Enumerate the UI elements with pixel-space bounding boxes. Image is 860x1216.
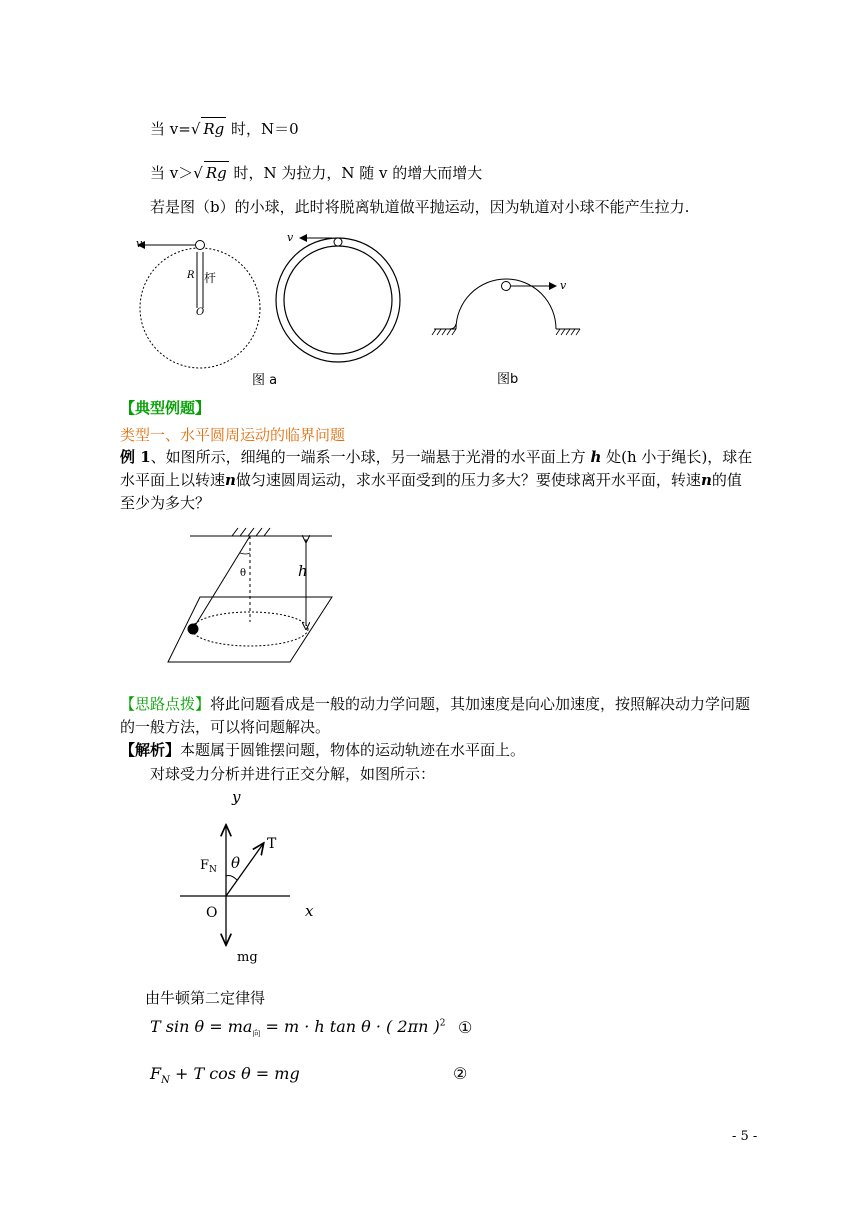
eq2-subscript: N	[161, 1075, 170, 1087]
fn-subscript: N	[209, 865, 217, 875]
line1-prefix: 当 v=	[150, 120, 191, 138]
equation-2-number: ②	[453, 1064, 468, 1083]
var-n-2: n	[700, 471, 712, 489]
eq1-exponent: 2	[439, 1018, 446, 1029]
example-label: 例 1	[120, 448, 151, 466]
example-text-6: 至少为多大？	[120, 494, 211, 512]
tension-label: T	[267, 836, 277, 852]
force-analysis-line: 对球受力分析并进行正交分解，如图所示：	[150, 765, 436, 783]
eq1-right: = m · h tan θ · ( 2πn )	[260, 1017, 440, 1036]
line-v-equals-sqrt-rg: 当 v=√ Rg 时，N＝0	[150, 117, 299, 140]
example-text-2: 处(h 小于绳长)，球在	[606, 448, 753, 466]
fn-main: F	[200, 858, 210, 873]
ball-in-track	[334, 238, 342, 246]
v-label-mid: v	[287, 231, 294, 244]
equation-2	[150, 1064, 300, 1086]
eq1-subscript: 向	[252, 1029, 261, 1039]
eq1-left: T sin θ = ma	[150, 1017, 253, 1036]
line1-radicand: Rg	[201, 117, 226, 140]
equation-1-number: ①	[458, 1018, 473, 1037]
line-fig-b-explanation: 若是图（b）的小球，此时将脱离轨道做平抛运动，因为轨道对小球不能产生拉力.	[150, 198, 690, 216]
v-label-left: v	[136, 237, 143, 250]
equation-1	[150, 1017, 445, 1039]
line1-suffix: 时，N＝0	[226, 120, 299, 138]
newton-second-law-intro: 由牛顿第二定律得	[145, 989, 266, 1007]
page-number: - 5 -	[732, 1129, 758, 1144]
caption-fig-b: 图b	[497, 372, 519, 387]
rod-label: 杆	[204, 271, 217, 285]
hint-label: 【思路点拨】	[120, 695, 211, 713]
ball-top	[196, 241, 205, 250]
circular-path	[192, 612, 308, 646]
heading-typical-examples: 【典型例题】	[120, 399, 211, 417]
caption-fig-a: 图 a	[252, 373, 278, 388]
eq2-right: + T cos θ = mg	[169, 1064, 300, 1083]
r-label: R	[187, 270, 195, 281]
ball-on-hill	[502, 282, 511, 291]
figure-force-diagram	[180, 782, 340, 972]
ball	[188, 624, 199, 635]
line2-prefix: 当 v＞	[150, 164, 194, 182]
example-text-5: 的值	[711, 471, 742, 489]
eq2-f: F	[150, 1064, 162, 1083]
center-o-label: O	[196, 307, 205, 318]
string-line	[193, 536, 250, 629]
line2-suffix: 时，N 为拉力，N 随 v 的增大而增大	[228, 164, 483, 182]
heading-type-one: 类型一、水平圆周运动的临界问题	[120, 426, 346, 444]
figure-conical-pendulum	[160, 522, 340, 668]
outer-track-ring	[276, 238, 400, 362]
hint-text-1: 将此问题看成是一般的动力学问题，其加速度是向心加速度，按照解决动力学问题	[210, 695, 751, 713]
var-h: h	[590, 448, 602, 466]
hint-text-2: 的一般方法，可以将问题解决。	[120, 718, 331, 736]
line2-radicand: Rg	[204, 161, 229, 184]
analysis-text: 本题属于圆锥摆问题，物体的运动轨迹在水平面上。	[180, 741, 526, 759]
x-axis-label: x	[305, 902, 314, 920]
figure-circular-track	[120, 222, 600, 392]
y-axis-label: y	[232, 788, 241, 806]
theta-angle-label: θ	[231, 854, 241, 872]
var-n: n	[225, 471, 236, 489]
fn-label	[200, 858, 217, 875]
hint-paragraph	[120, 693, 765, 762]
mg-label: mg	[237, 950, 258, 965]
example-text-1: 、如图所示，细绳的一端系一小球，另一端悬于光滑的水平面上方	[150, 448, 586, 466]
example-text-4: 做匀速圆周运动，求水平面受到的压力多大？要使球离开水平面，转速	[235, 471, 701, 489]
theta-label: θ	[240, 568, 247, 579]
h-label: h	[298, 562, 308, 580]
origin-label: O	[206, 905, 218, 921]
example-1-paragraph	[120, 446, 760, 515]
v-label-right: v	[560, 279, 567, 292]
inner-track-ring	[284, 246, 392, 354]
example-text-3: 水平面上以转速	[120, 471, 226, 489]
line-v-greater-sqrt-rg: 当 v＞√ Rg 时，N 为拉力，N 随 v 的增大而增大	[150, 161, 482, 184]
analysis-label: 【解析】	[120, 741, 181, 759]
